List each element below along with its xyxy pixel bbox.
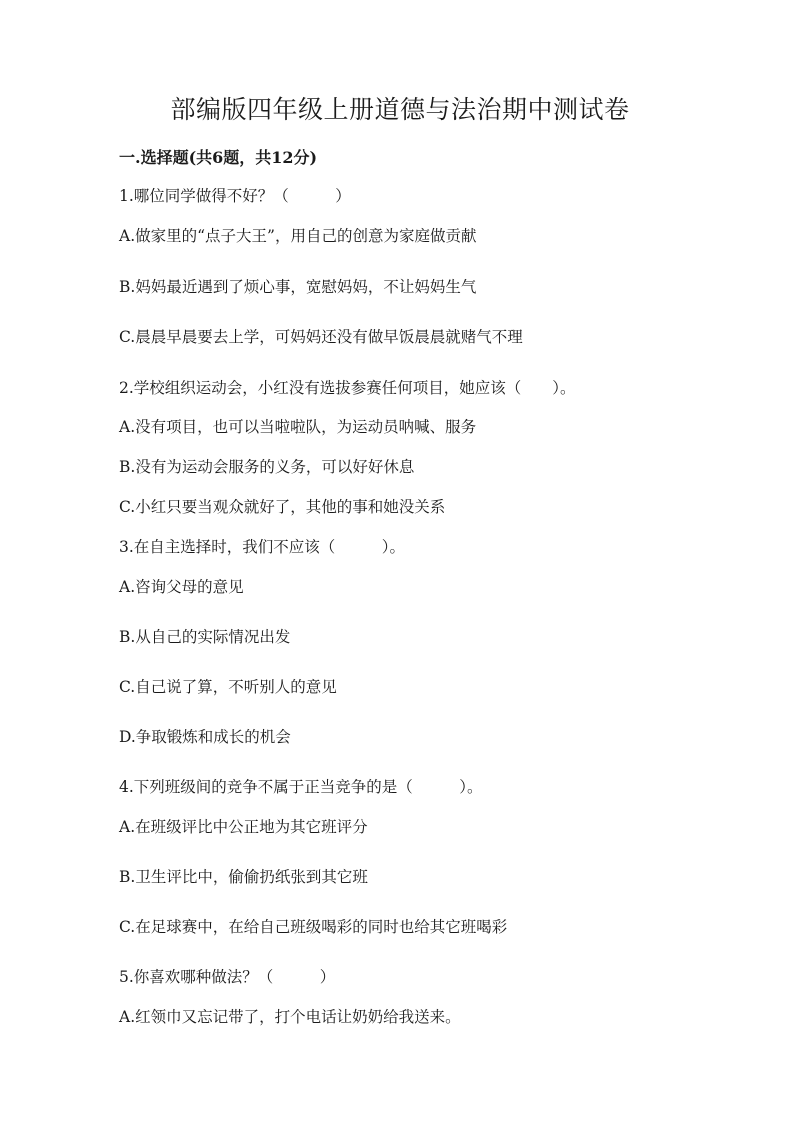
question-4-option-a: A.在班级评比中公正地为其它班评分 xyxy=(119,818,368,836)
question-4-option-c: C.在足球赛中，在给自己班级喝彩的同时也给其它班喝彩 xyxy=(119,918,508,936)
exam-title: 部编版四年级上册道德与法治期中测试卷 xyxy=(170,95,630,124)
question-2-stem: 2.学校组织运动会，小红没有选拔参赛任何项目，她应该（ ）。 xyxy=(119,379,576,397)
question-3-stem: 3.在自主选择时，我们不应该（ ）。 xyxy=(119,538,406,556)
question-1-option-b: B.妈妈最近遇到了烦心事，宽慰妈妈，不让妈妈生气 xyxy=(119,278,477,296)
question-2-option-c: C.小红只要当观众就好了，其他的事和她没关系 xyxy=(119,498,446,516)
question-3-option-a: A.咨询父母的意见 xyxy=(119,578,244,596)
question-4-stem: 4.下列班级间的竞争不属于正当竞争的是（ ）。 xyxy=(119,778,483,796)
section-heading: 一.选择题(共6题，共12分) xyxy=(119,148,318,167)
question-1-stem: 1.哪位同学做得不好？（ ） xyxy=(119,187,351,205)
question-1-option-c: C.晨晨早晨要去上学，可妈妈还没有做早饭晨晨就赌气不理 xyxy=(119,328,523,346)
question-2-option-b: B.没有为运动会服务的义务，可以好好休息 xyxy=(119,458,415,476)
question-3-option-c: C.自己说了算，不听别人的意见 xyxy=(119,678,337,696)
question-4-option-b: B.卫生评比中，偷偷扔纸张到其它班 xyxy=(119,868,368,886)
question-3-option-b: B.从自己的实际情况出发 xyxy=(119,628,291,646)
question-5-option-a: A.红领巾又忘记带了，打个电话让奶奶给我送来。 xyxy=(119,1008,461,1026)
question-5-stem: 5.你喜欢哪种做法？（ ） xyxy=(119,968,336,986)
question-1-option-a: A.做家里的“点子大王”，用自己的创意为家庭做贡献 xyxy=(119,227,477,245)
question-3-option-d: D.争取锻炼和成长的机会 xyxy=(119,728,291,746)
question-2-option-a: A.没有项目，也可以当啦啦队，为运动员呐喊、服务 xyxy=(119,418,477,436)
